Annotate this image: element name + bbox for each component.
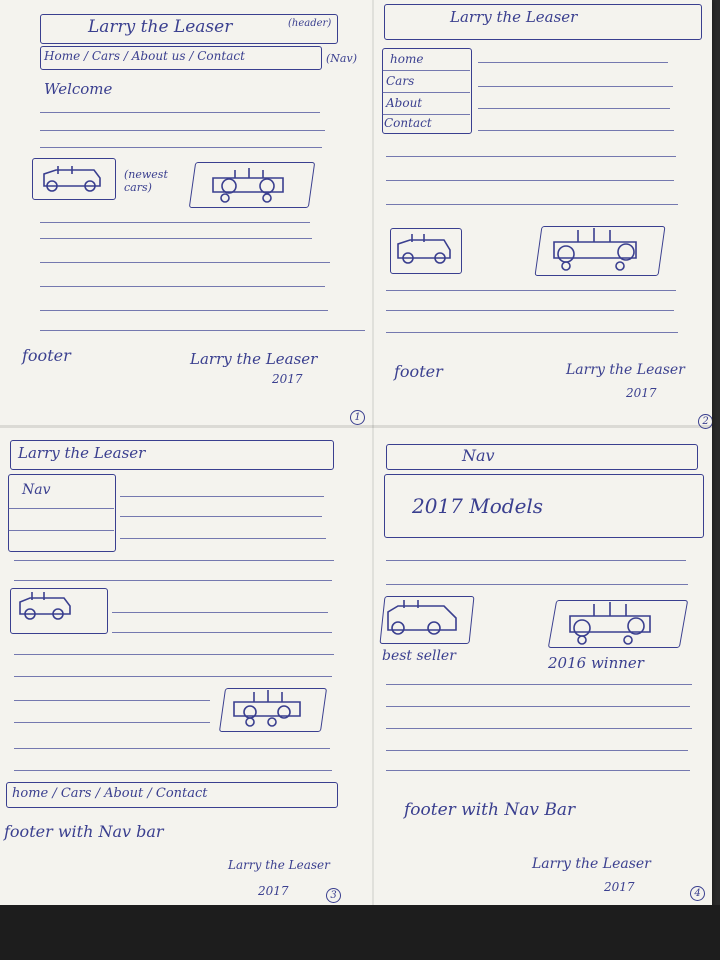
text-line [386, 180, 674, 181]
signature-name: Larry the Leaser [532, 856, 651, 872]
welcome-text: Welcome [44, 80, 113, 98]
car-sketch [16, 592, 76, 622]
header-title: Larry the Leaser [18, 444, 146, 462]
text-line [478, 108, 670, 109]
text-line [386, 684, 692, 685]
text-line [478, 130, 674, 131]
car-sketch [562, 600, 662, 646]
nav-item-home: home [390, 52, 424, 66]
footer-label: footer [22, 346, 71, 365]
table-surface [0, 905, 720, 960]
header-title: Larry the Leaser [88, 17, 233, 37]
text-line [386, 290, 676, 291]
signature-year: 2017 [258, 884, 289, 898]
fold-crease-vertical [372, 0, 374, 915]
car-note: (newest cars) [124, 168, 168, 194]
nav-item-contact: Contact [384, 116, 432, 130]
signature-name: Larry the Leaser [228, 858, 330, 872]
text-line [40, 147, 322, 148]
text-line [112, 632, 332, 633]
car-sketch [228, 688, 310, 728]
car-caption-2016-winner: 2016 winner [548, 654, 644, 672]
text-line [386, 560, 686, 561]
signature-name: Larry the Leaser [566, 362, 685, 378]
footer-label: footer with Nav Bar [404, 800, 576, 820]
text-line [386, 770, 690, 771]
nav-label: Nav [462, 446, 495, 465]
car-sketch [205, 164, 295, 204]
text-line [478, 62, 668, 63]
banner-title: 2017 Models [412, 494, 544, 518]
signature-year: 2017 [272, 372, 303, 386]
text-line [386, 310, 674, 311]
text-line [120, 496, 324, 497]
text-line [386, 204, 678, 205]
text-line [386, 728, 692, 729]
footer-label: footer [394, 362, 443, 381]
signature-year: 2017 [626, 386, 657, 400]
page-number: 2 [698, 414, 712, 429]
text-line [14, 580, 332, 581]
text-line [14, 770, 332, 771]
car-sketch [394, 232, 456, 268]
text-line [40, 330, 365, 331]
car-sketch [548, 226, 644, 272]
text-line [386, 332, 678, 333]
text-line [40, 130, 325, 131]
signature-name: Larry the Leaser [190, 350, 318, 368]
text-line [120, 538, 326, 539]
header-title: Larry the Leaser [450, 8, 578, 26]
text-line [14, 700, 210, 701]
nav-label: Nav [22, 482, 51, 498]
nav-divider [8, 530, 114, 531]
fold-crease-horizontal [0, 425, 712, 428]
footer-label: footer with Nav bar [4, 822, 164, 841]
text-line [14, 722, 210, 723]
nav-divider [382, 92, 470, 93]
text-line [14, 560, 334, 561]
nav-note: (Nav) [326, 52, 357, 65]
car-caption-best-seller: best seller [382, 648, 456, 664]
text-line [40, 112, 320, 113]
header-note: (header) [288, 18, 332, 29]
nav-divider [8, 508, 114, 509]
text-line [386, 706, 690, 707]
footer-nav-links: home / Cars / About / Contact [12, 786, 208, 801]
nav-box [386, 444, 698, 470]
car-sketch [38, 162, 108, 194]
text-line [14, 748, 330, 749]
nav-item-cars: Cars [386, 74, 415, 88]
nav-links: Home / Cars / About us / Contact [44, 49, 245, 63]
signature-year: 2017 [604, 880, 635, 894]
page-number: 4 [690, 886, 705, 901]
text-line [14, 676, 332, 677]
text-line [40, 238, 312, 239]
text-line [386, 156, 676, 157]
text-line [40, 222, 310, 223]
nav-item-about: About [386, 96, 423, 110]
text-line [120, 516, 322, 517]
text-line [386, 750, 688, 751]
page-number: 3 [326, 888, 341, 903]
car-sketch [384, 598, 464, 642]
text-line [386, 584, 688, 585]
text-line [40, 286, 325, 287]
text-line [40, 262, 330, 263]
text-line [112, 612, 328, 613]
text-line [14, 654, 334, 655]
page-number: 1 [350, 410, 365, 425]
text-line [478, 86, 673, 87]
text-line [40, 310, 328, 311]
nav-divider [382, 70, 470, 71]
